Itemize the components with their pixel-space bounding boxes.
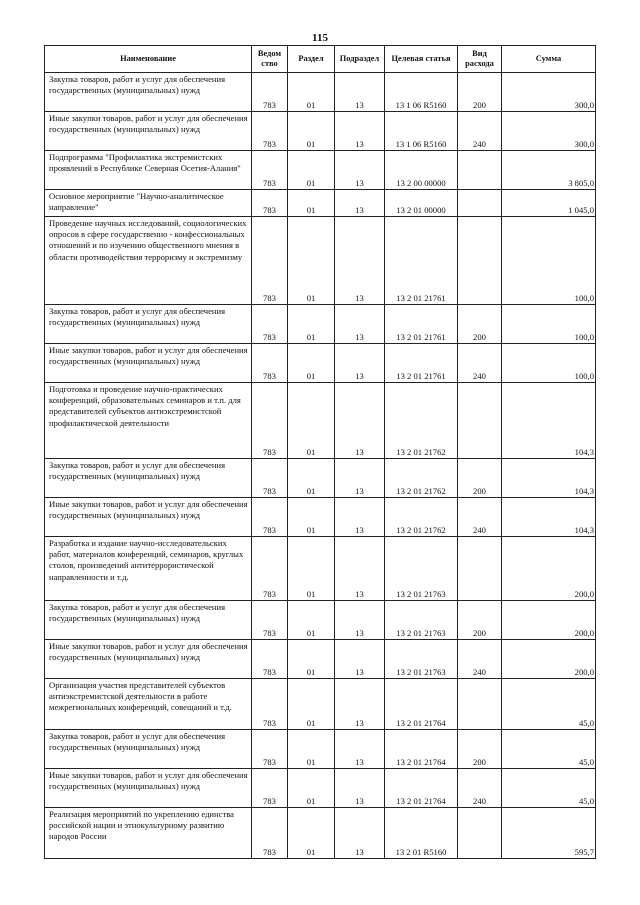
section-cell: 01 <box>288 730 335 769</box>
header-subsection: Подраздел <box>335 46 385 73</box>
subsection-cell: 13 <box>335 679 385 730</box>
section-cell: 01 <box>288 769 335 808</box>
dept-cell: 783 <box>252 640 288 679</box>
header-dept: Ведом ство <box>252 46 288 73</box>
expense-cell: 240 <box>458 344 502 383</box>
header-name: Наименование <box>45 46 252 73</box>
sum-cell: 100,0 <box>502 344 596 383</box>
table-row <box>45 383 596 459</box>
subsection-cell: 13 <box>335 344 385 383</box>
dept-cell: 783 <box>252 305 288 344</box>
name-cell: Закупка товаров, работ и услуг для обеспечения государственных (муниципальных) нужд <box>45 459 252 498</box>
name-cell: Закупка товаров, работ и услуг для обеспечения государственных (муниципальных) нужд <box>45 73 252 112</box>
sum-cell: 3 805,0 <box>502 151 596 190</box>
subsection-cell: 13 <box>335 217 385 305</box>
header-target: Целевая статья <box>385 46 458 73</box>
dept-cell: 783 <box>252 459 288 498</box>
name-cell: Закупка товаров, работ и услуг для обеспечения государственных (муниципальных) нужд <box>45 305 252 344</box>
name-cell: Закупка товаров, работ и услуг для обеспечения государственных (муниципальных) нужд <box>45 730 252 769</box>
dept-cell: 783 <box>252 151 288 190</box>
section-cell: 01 <box>288 459 335 498</box>
target-cell: 13 2 01 R5160 <box>385 808 458 859</box>
table-row <box>45 305 596 344</box>
section-cell: 01 <box>288 537 335 601</box>
table-row <box>45 151 596 190</box>
dept-cell: 783 <box>252 537 288 601</box>
name-cell: Иные закупки товаров, работ и услуг для обеспечения государственных (муниципальных) нужд <box>45 344 252 383</box>
name-cell: Закупка товаров, работ и услуг для обеспечения государственных (муниципальных) нужд <box>45 601 252 640</box>
sum-cell: 100,0 <box>502 217 596 305</box>
section-cell: 01 <box>288 112 335 151</box>
subsection-cell: 13 <box>335 459 385 498</box>
dept-cell: 783 <box>252 769 288 808</box>
subsection-cell: 13 <box>335 769 385 808</box>
sum-cell: 200,0 <box>502 640 596 679</box>
section-cell: 01 <box>288 73 335 112</box>
target-cell: 13 2 01 21762 <box>385 498 458 537</box>
section-cell: 01 <box>288 344 335 383</box>
target-cell: 13 2 01 21761 <box>385 305 458 344</box>
subsection-cell: 13 <box>335 383 385 459</box>
target-cell: 13 2 01 00000 <box>385 190 458 217</box>
section-cell: 01 <box>288 679 335 730</box>
table-row <box>45 730 596 769</box>
sum-cell: 300,0 <box>502 73 596 112</box>
name-cell: Реализация мероприятий по укреплению единства российской нации и этнокультурному развитию народов России <box>45 808 252 859</box>
expense-cell <box>458 383 502 459</box>
name-cell: Основное мероприятие "Научно-аналитическое направление" <box>45 190 252 217</box>
table-header-row <box>45 46 596 73</box>
subsection-cell: 13 <box>335 640 385 679</box>
expense-cell: 240 <box>458 769 502 808</box>
sum-cell: 45,0 <box>502 769 596 808</box>
subsection-cell: 13 <box>335 808 385 859</box>
expense-cell: 240 <box>458 640 502 679</box>
target-cell: 13 2 00 00000 <box>385 151 458 190</box>
expense-cell: 200 <box>458 459 502 498</box>
table-row <box>45 217 596 305</box>
name-cell: Иные закупки товаров, работ и услуг для обеспечения государственных (муниципальных) нужд <box>45 769 252 808</box>
section-cell: 01 <box>288 217 335 305</box>
table-row <box>45 459 596 498</box>
dept-cell: 783 <box>252 217 288 305</box>
target-cell: 13 2 01 21761 <box>385 344 458 383</box>
dept-cell: 783 <box>252 190 288 217</box>
dept-cell: 783 <box>252 808 288 859</box>
name-cell: Разработка и издание научно-исследовательских работ, материалов конференций, семинаров, круглых столов, произведений антитеррористической направленности и т.д. <box>45 537 252 601</box>
table-row <box>45 769 596 808</box>
subsection-cell: 13 <box>335 151 385 190</box>
section-cell: 01 <box>288 498 335 537</box>
table-row <box>45 640 596 679</box>
table-row <box>45 190 596 217</box>
subsection-cell: 13 <box>335 190 385 217</box>
subsection-cell: 13 <box>335 537 385 601</box>
sum-cell: 104,3 <box>502 459 596 498</box>
expense-cell: 240 <box>458 498 502 537</box>
section-cell: 01 <box>288 190 335 217</box>
table-row <box>45 808 596 859</box>
name-cell: Иные закупки товаров, работ и услуг для обеспечения государственных (муниципальных) нужд <box>45 640 252 679</box>
table-row <box>45 112 596 151</box>
section-cell: 01 <box>288 305 335 344</box>
target-cell: 13 2 01 21764 <box>385 730 458 769</box>
expense-cell <box>458 537 502 601</box>
sum-cell: 200,0 <box>502 601 596 640</box>
section-cell: 01 <box>288 601 335 640</box>
header-section: Раздел <box>288 46 335 73</box>
expense-cell <box>458 151 502 190</box>
subsection-cell: 13 <box>335 112 385 151</box>
target-cell: 13 2 01 21762 <box>385 383 458 459</box>
name-cell: Подпрограмма "Профилактика экстремистских проявлений в Республике Северная Осетия-Алания" <box>45 151 252 190</box>
table-row <box>45 679 596 730</box>
table-row <box>45 344 596 383</box>
header-sum: Сумма <box>502 46 596 73</box>
dept-cell: 783 <box>252 601 288 640</box>
target-cell: 13 2 01 21762 <box>385 459 458 498</box>
target-cell: 13 1 06 R5160 <box>385 112 458 151</box>
dept-cell: 783 <box>252 112 288 151</box>
expense-cell <box>458 679 502 730</box>
target-cell: 13 2 01 21763 <box>385 640 458 679</box>
table-row <box>45 537 596 601</box>
name-cell: Подготовка и проведение научно-практических конференций, образовательных семинаров и т.п. для представителей субъектов антиэкстремистской профилактической деятельности <box>45 383 252 459</box>
sum-cell: 300,0 <box>502 112 596 151</box>
table-row <box>45 73 596 112</box>
target-cell: 13 1 06 R5160 <box>385 73 458 112</box>
table-row <box>45 601 596 640</box>
sum-cell: 104,3 <box>502 498 596 537</box>
table-row <box>45 498 596 537</box>
subsection-cell: 13 <box>335 305 385 344</box>
target-cell: 13 2 01 21763 <box>385 537 458 601</box>
name-cell: Иные закупки товаров, работ и услуг для обеспечения государственных (муниципальных) нужд <box>45 112 252 151</box>
dept-cell: 783 <box>252 344 288 383</box>
sum-cell: 200,0 <box>502 537 596 601</box>
sum-cell: 595,7 <box>502 808 596 859</box>
section-cell: 01 <box>288 640 335 679</box>
name-cell: Организация участия представителей субъектов антиэкстремистской деятельности в работе межрегиональных конференций, совещаний и т.д. <box>45 679 252 730</box>
expense-cell <box>458 217 502 305</box>
expense-cell: 200 <box>458 601 502 640</box>
dept-cell: 783 <box>252 730 288 769</box>
expense-cell: 200 <box>458 305 502 344</box>
expense-cell: 200 <box>458 730 502 769</box>
dept-cell: 783 <box>252 73 288 112</box>
subsection-cell: 13 <box>335 498 385 537</box>
expense-cell <box>458 808 502 859</box>
name-cell: Иные закупки товаров, работ и услуг для обеспечения государственных (муниципальных) нужд <box>45 498 252 537</box>
sum-cell: 104,3 <box>502 383 596 459</box>
target-cell: 13 2 01 21764 <box>385 769 458 808</box>
expense-cell <box>458 190 502 217</box>
section-cell: 01 <box>288 383 335 459</box>
dept-cell: 783 <box>252 679 288 730</box>
sum-cell: 45,0 <box>502 679 596 730</box>
subsection-cell: 13 <box>335 730 385 769</box>
dept-cell: 783 <box>252 383 288 459</box>
sum-cell: 1 045,0 <box>502 190 596 217</box>
budget-table <box>44 45 596 859</box>
target-cell: 13 2 01 21764 <box>385 679 458 730</box>
expense-cell: 240 <box>458 112 502 151</box>
sum-cell: 100,0 <box>502 305 596 344</box>
target-cell: 13 2 01 21761 <box>385 217 458 305</box>
page-number: 115 <box>312 32 328 44</box>
section-cell: 01 <box>288 151 335 190</box>
subsection-cell: 13 <box>335 73 385 112</box>
sum-cell: 45,0 <box>502 730 596 769</box>
name-cell: Проведение научных исследований, социологических опросов в сфере государственно - конфессиональных отношений и по изучению общественного мнения в области противодействия терроризму и экстремизму <box>45 217 252 305</box>
target-cell: 13 2 01 21763 <box>385 601 458 640</box>
subsection-cell: 13 <box>335 601 385 640</box>
section-cell: 01 <box>288 808 335 859</box>
expense-cell: 200 <box>458 73 502 112</box>
header-expense: Вид расхода <box>458 46 502 73</box>
dept-cell: 783 <box>252 498 288 537</box>
